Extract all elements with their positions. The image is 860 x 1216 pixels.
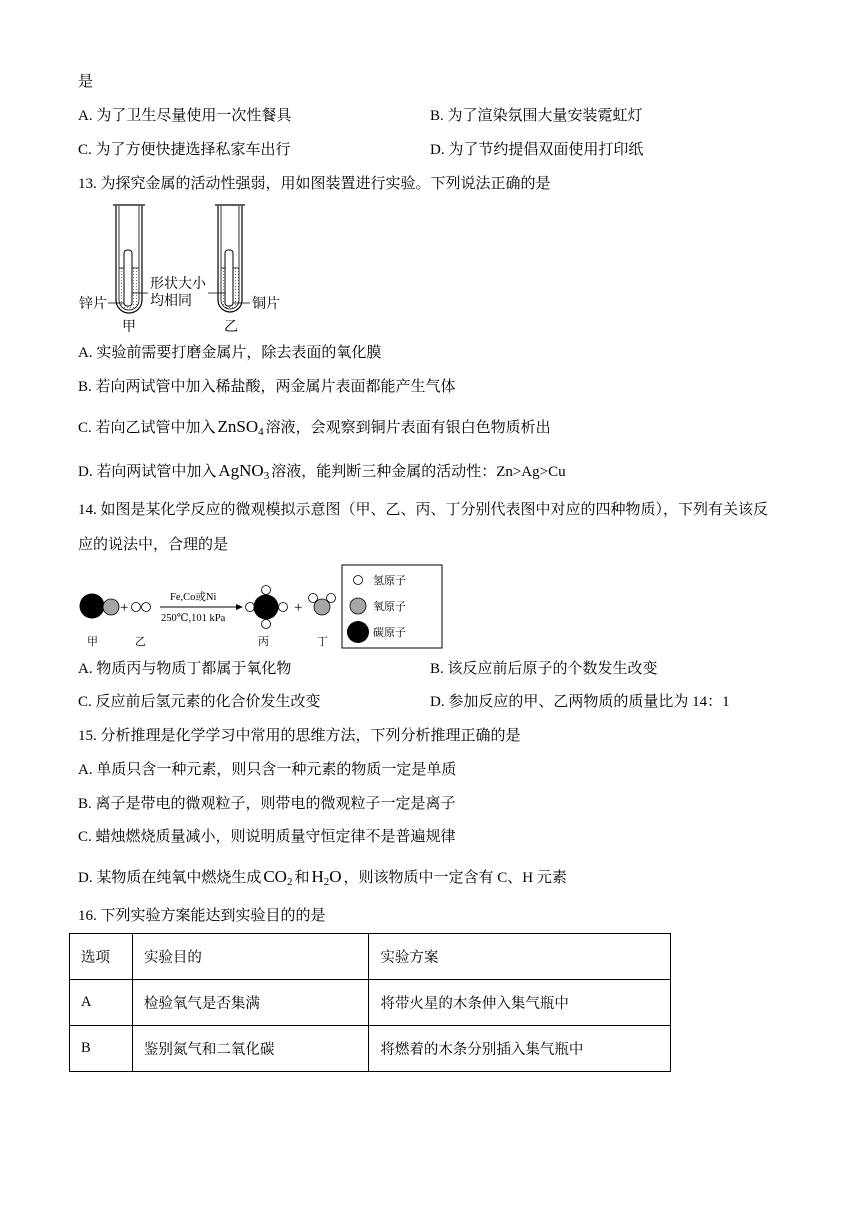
q14-option-a: A. 物质丙与物质丁都属于氧化物 xyxy=(78,661,292,677)
molecule-bing xyxy=(246,586,288,629)
legend-hydrogen-swatch xyxy=(354,576,363,585)
hydrogen-atom xyxy=(142,603,151,612)
table-row xyxy=(70,1026,671,1072)
q12-option-d: D. 为了节约提倡双面使用打印纸 xyxy=(430,142,644,158)
atom-legend xyxy=(342,565,442,648)
q15-option-a: A. 单质只含一种元素，则只含一种元素的物质一定是单质 xyxy=(78,762,457,778)
header-purpose: 实验目的 xyxy=(132,934,369,980)
oxygen-atom xyxy=(103,599,119,615)
legend-carbon-label: 碳原子 xyxy=(373,627,406,639)
q12-option-a: A. 为了卫生尽量使用一次性餐具 xyxy=(78,108,292,124)
table-header-row xyxy=(70,934,671,980)
reaction-diagram xyxy=(70,560,450,655)
note-line-1: 形状大小 xyxy=(150,275,206,291)
cell-purpose: 鉴别氮气和二氧化碳 xyxy=(132,1026,369,1072)
molecule-ding xyxy=(309,594,336,616)
formula-base: CO xyxy=(263,867,287,886)
copper-strip xyxy=(225,250,233,306)
cell-plan: 将带火星的木条伸入集气瓶中 xyxy=(369,980,671,1026)
legend-oxygen-label: 氧原子 xyxy=(373,601,406,613)
formula-agno3 xyxy=(218,461,269,480)
option-text-post: 溶液，能判断三种金属的活动性：Zn>Ag>Cu xyxy=(271,464,566,480)
tube-yi-label: 乙 xyxy=(224,318,238,334)
formula-tail: O xyxy=(329,867,342,886)
carbon-atom xyxy=(80,594,105,619)
cell-option: A xyxy=(70,980,133,1026)
molecule-jia xyxy=(80,594,120,619)
q13-option-c xyxy=(78,416,551,438)
label-bing: 丙 xyxy=(258,636,269,648)
q12-option-c: C. 为了方便快捷选择私家车出行 xyxy=(78,142,291,158)
q15-stem: 15. 分析推理是化学学习中常用的思维方法，下列分析推理正确的是 xyxy=(78,728,521,744)
test-tube-left xyxy=(113,205,145,313)
q13-stem: 13. 为探究金属的活动性强弱，用如图装置进行实验。下列说法正确的是 xyxy=(78,176,551,192)
molecule-yi xyxy=(132,603,151,612)
q15-option-b: B. 离子是带电的微观粒子，则带电的微观粒子一定是离子 xyxy=(78,796,456,812)
option-text-post: ，则该物质中一定含有 C、H 元素 xyxy=(343,870,567,886)
zinc-strip xyxy=(124,250,132,306)
q14-stem-line-1: 14. 如图是某化学反应的微观模拟示意图（甲、乙、丙、丁分别代表图中对应的四种物质），下列有关该反 xyxy=(78,502,769,518)
hydrogen-atom xyxy=(279,603,288,612)
hydrogen-atom xyxy=(246,603,255,612)
option-text-pre: C. 若向乙试管中加入 xyxy=(78,420,216,436)
q14-option-c: C. 反应前后氢元素的化合价发生改变 xyxy=(78,694,321,710)
formula-subscript: 3 xyxy=(263,470,270,482)
header-plan: 实验方案 xyxy=(369,934,671,980)
label-jia: 甲 xyxy=(87,636,98,648)
q16-stem: 16. 下列实验方案能达到实验目的的是 xyxy=(78,908,326,924)
note-line-2: 均相同 xyxy=(150,292,192,308)
catalyst-label: Fe,Co或Ni xyxy=(170,592,217,603)
formula-co2 xyxy=(263,867,292,886)
q14-stem-line-2: 应的说法中，合理的是 xyxy=(78,537,229,553)
carbon-atom xyxy=(254,595,279,620)
q14-option-d: D. 参加反应的甲、乙两物质的质量比为 14：1 xyxy=(430,694,730,710)
q12-stem-tail: 是 xyxy=(78,74,94,90)
formula-base: H xyxy=(311,867,324,886)
hydrogen-atom xyxy=(262,620,271,629)
table-row xyxy=(70,980,671,1026)
plus-sign-1: + xyxy=(120,600,129,616)
test-tube-figure xyxy=(70,198,300,338)
test-tube-right xyxy=(215,205,245,312)
tube-jia-label: 甲 xyxy=(122,318,136,334)
q14-option-b: B. 该反应前后原子的个数发生改变 xyxy=(430,661,658,677)
zinc-strip-label: 锌片 xyxy=(79,295,107,311)
formula-znso4 xyxy=(218,417,264,436)
legend-carbon-swatch xyxy=(347,621,369,643)
formula-base: AgNO xyxy=(218,461,264,480)
conditions-label: 250℃,101 kPa xyxy=(161,613,226,624)
legend-oxygen-swatch xyxy=(350,598,366,614)
option-text-post: 溶液，会观察到铜片表面有银白色物质析出 xyxy=(265,420,551,436)
q13-option-b: B. 若向两试管中加入稀盐酸，两金属片表面都能产生气体 xyxy=(78,379,456,395)
oxygen-atom xyxy=(314,599,330,615)
header-option: 选项 xyxy=(70,934,133,980)
label-ding: 丁 xyxy=(317,636,328,648)
reaction-arrow xyxy=(160,604,243,610)
q13-option-a: A. 实验前需要打磨金属片，除去表面的氧化膜 xyxy=(78,345,382,361)
cell-option: B xyxy=(70,1026,133,1072)
hydrogen-atom xyxy=(262,586,271,595)
option-text-pre: D. 若向两试管中加入 xyxy=(78,464,217,480)
formula-base: ZnSO xyxy=(217,417,259,436)
q13-option-d xyxy=(78,460,566,482)
formula-h2o xyxy=(311,867,341,886)
q12-option-b: B. 为了渲染氛围大量安装霓虹灯 xyxy=(430,108,643,124)
q15-option-d xyxy=(78,866,567,888)
option-text-pre: D. 某物质在纯氧中燃烧生成 xyxy=(78,870,262,886)
cell-plan: 将燃着的木条分别插入集气瓶中 xyxy=(369,1026,671,1072)
experiment-table xyxy=(69,933,671,1072)
label-yi: 乙 xyxy=(135,636,146,648)
formula-subscript: 2 xyxy=(286,876,293,888)
formula-subscript: 4 xyxy=(258,426,264,438)
plus-sign-2: + xyxy=(294,600,303,616)
formula-subscript: 2 xyxy=(323,876,330,888)
cell-purpose: 检验氧气是否集满 xyxy=(132,980,369,1026)
hydrogen-atom xyxy=(132,603,141,612)
legend-hydrogen-label: 氢原子 xyxy=(373,575,406,587)
copper-strip-label: 铜片 xyxy=(252,295,280,311)
option-text-mid: 和 xyxy=(294,870,310,886)
q15-option-c: C. 蜡烛燃烧质量减小，则说明质量守恒定律不是普遍规律 xyxy=(78,829,456,845)
